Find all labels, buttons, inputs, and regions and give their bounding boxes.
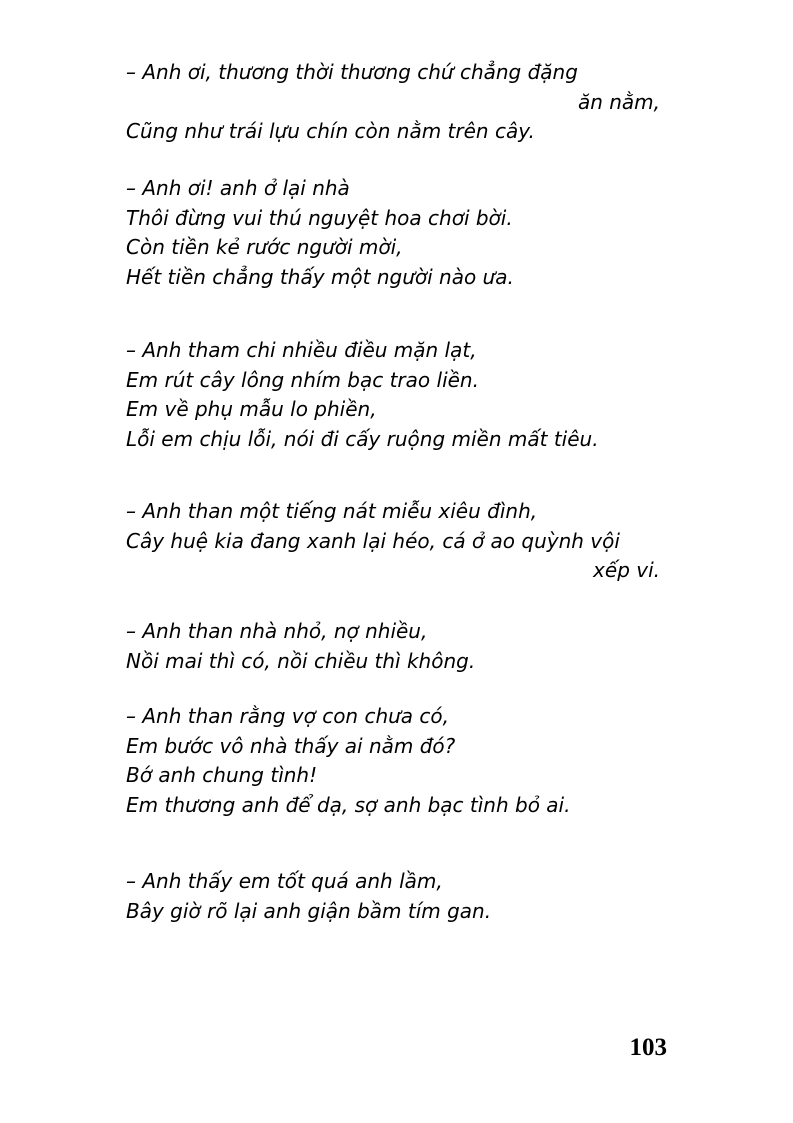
verse-line-continuation: ăn nằm, bbox=[577, 89, 660, 114]
stanza-7 bbox=[126, 867, 666, 926]
verse-line: – Anh than một tiếng nát miễu xiêu đình, bbox=[126, 499, 538, 523]
verse-line: Em về phụ mẫu lo phiền, bbox=[126, 397, 377, 421]
verse-line: – Anh thấy em tốt quá anh lầm, bbox=[126, 869, 443, 893]
verse-line: Nồi mai thì có, nồi chiều thì không. bbox=[126, 648, 476, 673]
stanza-6 bbox=[126, 702, 666, 820]
page-number: 103 bbox=[629, 1034, 667, 1061]
verse-line: – Anh than nhà nhỏ, nợ nhiều, bbox=[126, 619, 428, 643]
verse-line: Cũng như trái lựu chín còn nằm trên cây. bbox=[126, 119, 535, 143]
verse-line: Thôi đừng vui thú nguyệt hoa chơi bời. bbox=[126, 205, 513, 230]
verse-line: Còn tiền kẻ rước người mời, bbox=[126, 235, 403, 259]
verse-line: Em bước vô nhà thấy ai nằm đó? bbox=[126, 733, 456, 758]
verse-line: Bớ anh chung tình! bbox=[126, 763, 318, 787]
stanza-3 bbox=[126, 336, 666, 454]
stanza-2 bbox=[126, 174, 666, 292]
verse-line: Bây giờ rõ lại anh giận bầm tím gan. bbox=[126, 898, 492, 923]
verse-line: – Anh than rằng vợ con chưa có, bbox=[126, 704, 450, 728]
verse-line-continuation: xếp vi. bbox=[593, 558, 660, 582]
stanza-5 bbox=[126, 617, 666, 676]
verse-line: Em rút cây lông nhím bạc trao liền. bbox=[126, 367, 479, 392]
stanza-1 bbox=[126, 58, 666, 147]
stanza-4 bbox=[126, 497, 666, 586]
verse-line: Hết tiền chẳng thấy một người nào ưa. bbox=[126, 264, 514, 289]
verse-line: – Anh ơi! anh ở lại nhà bbox=[126, 176, 350, 200]
verse-line: Lỗi em chịu lỗi, nói đi cấy ruộng miền mất tiêu. bbox=[126, 426, 599, 451]
verse-line: – Anh ơi, thương thời thương chứ chẳng đặng bbox=[126, 60, 578, 84]
verse-line: – Anh tham chi nhiều điều mặn lạt, bbox=[126, 338, 477, 362]
verse-line: Cây huệ kia đang xanh lại héo, cá ở ao quỳnh vội bbox=[126, 528, 620, 553]
verse-line: Em thương anh để dạ, sợ anh bạc tình bỏ ai. bbox=[126, 792, 571, 817]
